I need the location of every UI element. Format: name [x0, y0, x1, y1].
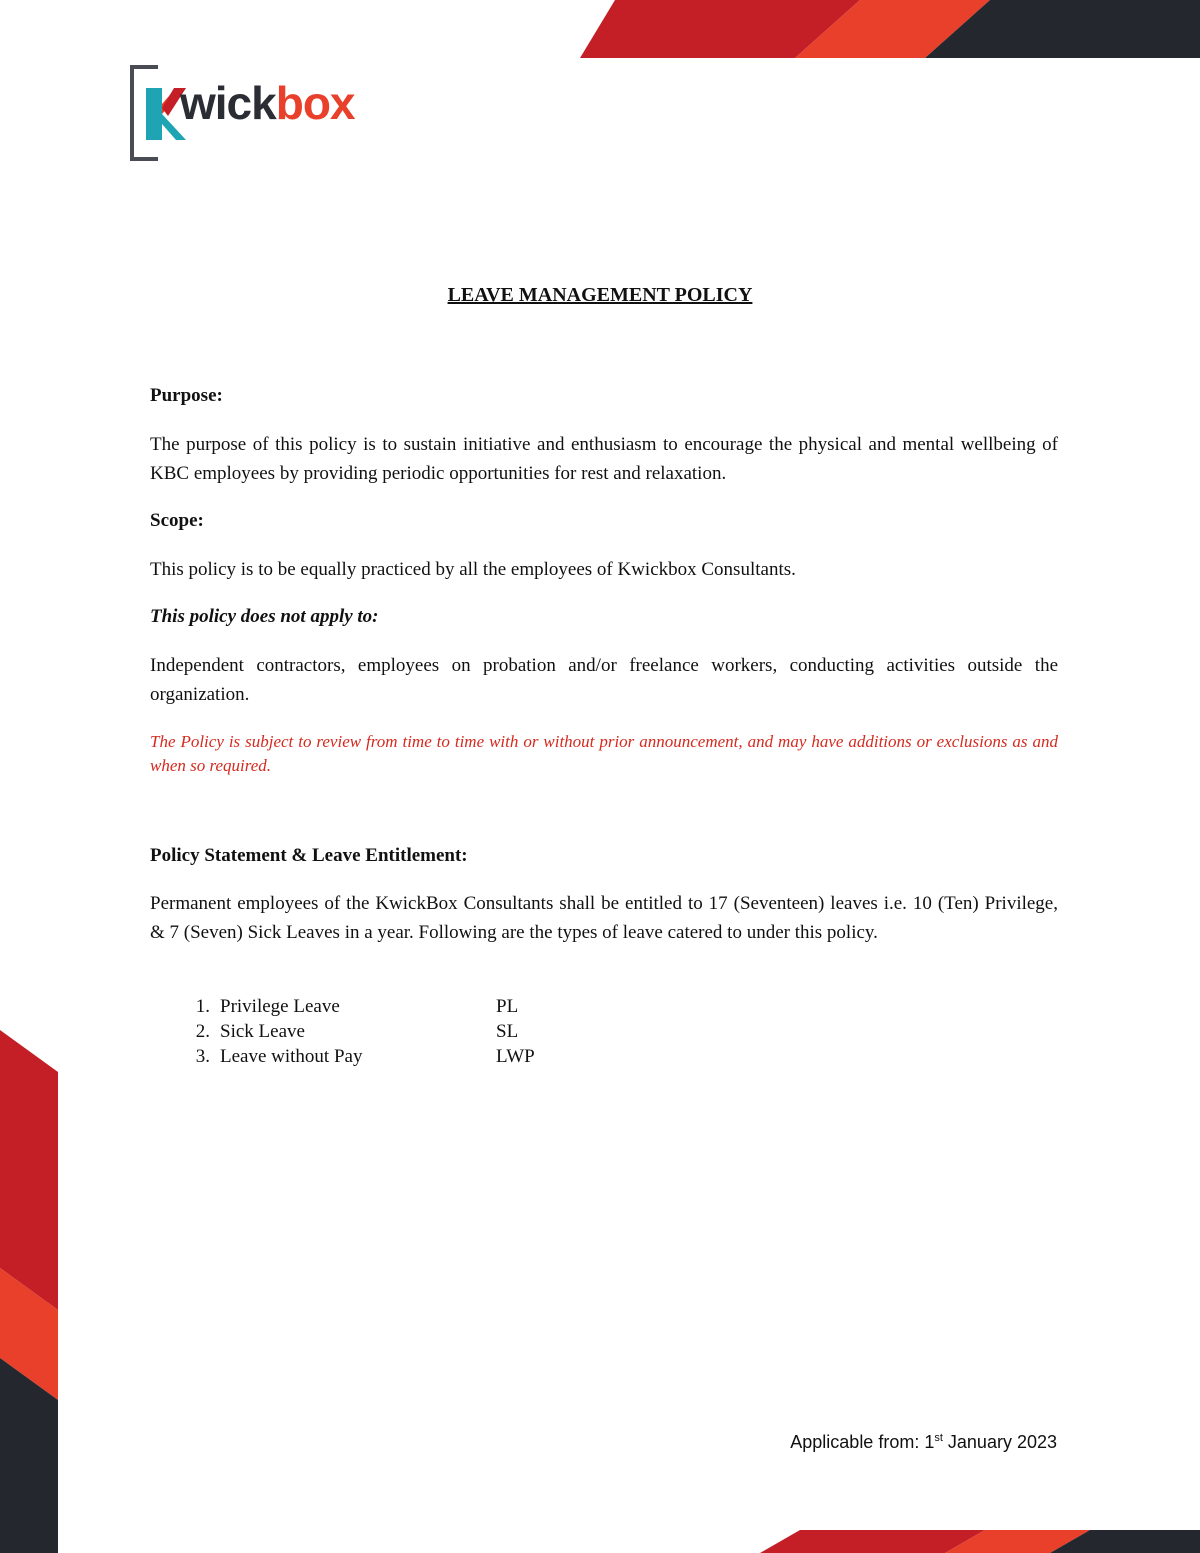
purpose-text: The purpose of this policy is to sustain initiative and enthusiasm to encourage the physical and mental wellbeing of KBC employees by providing periodic opportunities for rest and relaxation. — [150, 434, 1058, 484]
exclusion-heading: This policy does not apply to: — [150, 606, 379, 627]
list-item-number: 2. — [195, 1021, 210, 1042]
logo-wordmark: wickbox — [180, 77, 355, 129]
review-note: The Policy is subject to review from time to time with or without prior announcement, and may have additions or exclusions as and when so required. — [150, 732, 1058, 775]
kwickbox-logo — [128, 64, 398, 164]
purpose-heading: Purpose: — [150, 385, 223, 406]
list-item-code: PL — [496, 996, 519, 1017]
list-item-number: 3. — [195, 1046, 210, 1067]
left-red-block — [0, 1030, 58, 1310]
applicable-date: Applicable from: 1st January 2023 — [790, 1432, 1057, 1452]
entitlement-text: Permanent employees of the KwickBox Consultants shall be entitled to 17 (Seventeen) leaves i.e. 10 (Ten) Privilege, & 7 (Seven) Sick Leaves in a year. Following are the types of leave catered to under this policy. — [150, 893, 1058, 943]
list-item-number: 1. — [195, 996, 210, 1017]
list-item-name: Leave without Pay — [220, 1046, 363, 1067]
list-item-code: LWP — [496, 1046, 535, 1067]
list-item — [150, 1046, 650, 1071]
scope-heading: Scope: — [150, 510, 204, 531]
scope-text: This policy is to be equally practiced by all the employees of Kwickbox Consultants. — [150, 559, 796, 580]
entitlement-heading: Policy Statement & Leave Entitlement: — [150, 845, 468, 866]
list-item — [150, 1021, 650, 1046]
page-title: LEAVE MANAGEMENT POLICY — [447, 284, 753, 306]
leave-types-list — [150, 996, 650, 1071]
list-item-name: Privilege Leave — [220, 996, 340, 1017]
list-item-code: SL — [496, 1021, 519, 1042]
exclusion-text: Independent contractors, employees on probation and/or freelance workers, conducting activities outside the organization. — [150, 655, 1058, 705]
list-item — [150, 996, 650, 1021]
list-item-name: Sick Leave — [220, 1021, 305, 1042]
